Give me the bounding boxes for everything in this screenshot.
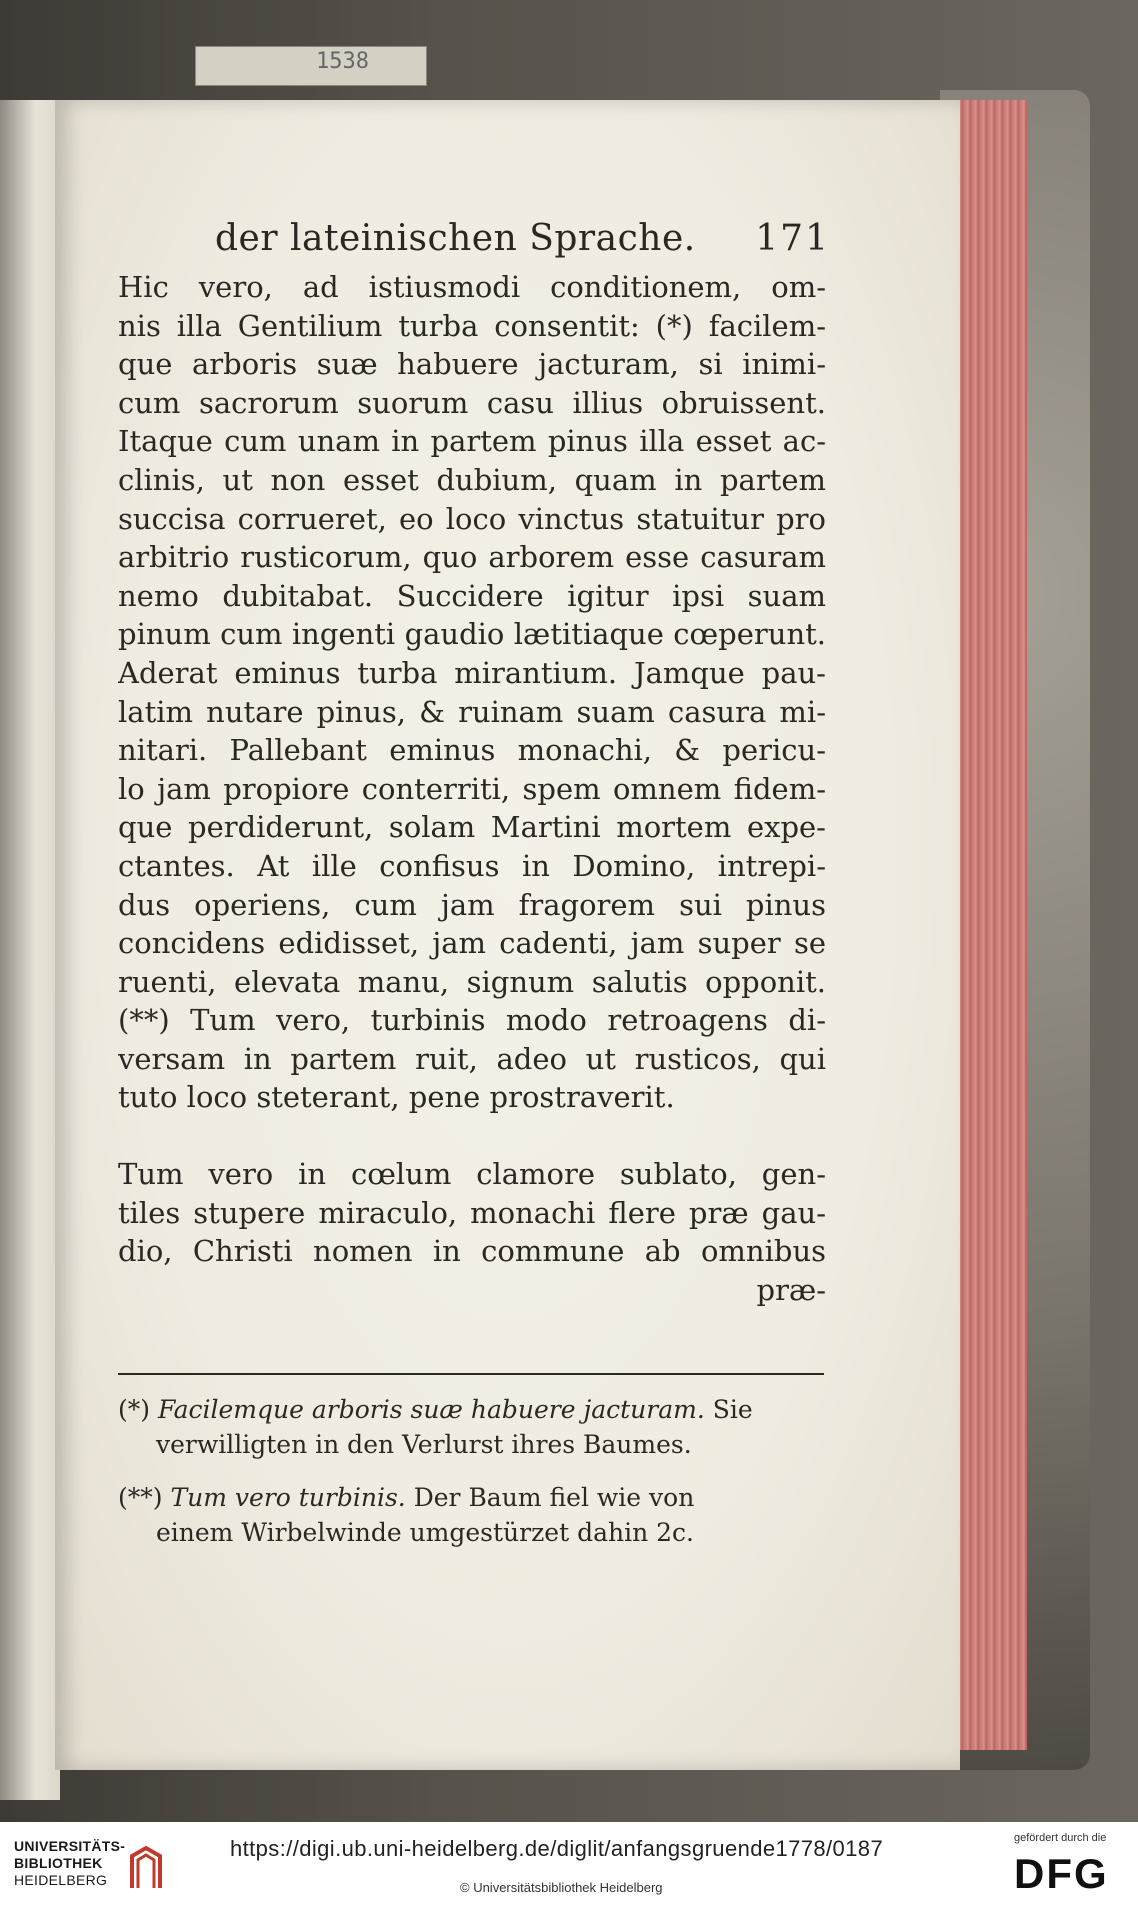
text-line: tuto loco steterant, pene prostraverit.: [118, 1080, 675, 1115]
text-line: nitari. Pallebant eminus monachi, & pericu-: [118, 733, 826, 768]
footnote-german: Der Baum fiel wie von: [413, 1483, 695, 1512]
text-line: que perdiderunt, solam Martini mortem expe-: [118, 810, 826, 845]
text-line: dus operiens, cum jam fragorem sui pinus: [118, 887, 826, 922]
footnote-line: [118, 1480, 828, 1515]
text-line: ruenti, elevata manu, signum salutis opponit.: [118, 964, 826, 999]
main-text: [118, 268, 826, 1309]
text-line: versam in partem ruit, adeo ut rusticos, qui: [118, 1041, 826, 1076]
copyright-notice: © Universitätsbibliothek Heidelberg: [460, 1880, 663, 1895]
shelf-tag-label: 1538: [316, 49, 369, 74]
text-line: tiles stupere miraculo, monachi flere præ gau-: [118, 1195, 826, 1230]
running-header: [215, 218, 830, 258]
text-line: Itaque cum unam in partem pinus illa esset ac-: [118, 424, 826, 459]
text-line: nemo dubitabat. Succidere igitur ipsi suam: [118, 578, 826, 613]
footnote-german: Sie: [712, 1395, 753, 1424]
footnote-1: [118, 1392, 828, 1462]
text-line: succisa corrueret, eo loco vinctus statuitur pro: [118, 501, 826, 536]
footnote-line: [118, 1392, 828, 1427]
facing-page-edge: [0, 100, 60, 1800]
text-line: ctantes. At ille confisus in Domino, intrepi-: [118, 848, 826, 883]
footnote-latin: Tum vero turbinis.: [170, 1483, 406, 1512]
text-line: cum sacrorum suorum casu illius obruissent.: [118, 385, 826, 420]
text-line: clinis, ut non esset dubium, quam in partem: [118, 462, 826, 497]
footnote-mark: (**): [118, 1483, 163, 1512]
text-line: Aderat eminus turba mirantium. Jamque pau-: [118, 655, 826, 690]
library-name-line: HEIDELBERG: [14, 1872, 108, 1888]
funder-note: gefördert durch die: [1014, 1832, 1107, 1844]
page-number: 171: [755, 217, 830, 259]
text-line: pinum cum ingenti gaudio lætitiaque cœperunt.: [118, 617, 826, 652]
library-name: [14, 1838, 125, 1889]
text-line: que arboris suæ habuere jacturam, si inimi-: [118, 347, 826, 382]
text-line: nis illa Gentilium turba consentit: (*) facilem-: [118, 308, 826, 343]
dfg-logo[interactable]: [1010, 1830, 1128, 1906]
text-line: Tum vero in cœlum clamore sublato, gen-: [118, 1157, 826, 1192]
text-line: concidens edidisset, jam cadenti, jam super se: [118, 926, 826, 961]
red-fore-edge: [955, 100, 1027, 1750]
running-title: der lateinischen Sprache.: [215, 217, 696, 259]
catchword: præ-: [756, 1272, 826, 1307]
footnote-latin: Facilemque arboris suæ habuere jacturam.: [157, 1395, 705, 1424]
footnote-german-line: verwilligten in den Verlurst ihres Baumes.: [156, 1430, 692, 1459]
text-line: lo jam propiore conterriti, spem omnem fidem-: [118, 771, 826, 806]
library-name-line: BIBLIOTHEK: [14, 1855, 103, 1871]
footnote-german-line: einem Wirbelwinde umgestürzet dahin 2c.: [156, 1518, 694, 1547]
footnote-mark: (*): [118, 1395, 151, 1424]
text-line: latim nutare pinus, & ruinam suam casura mi-: [118, 694, 826, 729]
footnotes: [118, 1392, 828, 1568]
dfg-wordmark: DFG: [1014, 1850, 1109, 1897]
text-line: arbitrio rusticorum, quo arborem esse casuram: [118, 540, 826, 575]
library-mark-icon: [126, 1844, 168, 1896]
paragraph-gap: [118, 1117, 826, 1155]
shelf-tag: [195, 46, 427, 86]
footnote-2: [118, 1480, 828, 1550]
page-url-link[interactable]: https://digi.ub.uni-heidelberg.de/diglit/anfangsgruende1778/0187: [230, 1836, 884, 1861]
text-line: dio, Christi nomen in commune ab omnibus: [118, 1234, 826, 1269]
footnote-rule: [118, 1373, 824, 1375]
library-name-line: UNIVERSITÄTS-: [14, 1838, 126, 1854]
text-line: (**) Tum vero, turbinis modo retroagens di-: [118, 1003, 826, 1038]
library-logo[interactable]: [14, 1830, 154, 1902]
text-line: Hic vero, ad istiusmodi conditionem, om-: [118, 270, 826, 304]
